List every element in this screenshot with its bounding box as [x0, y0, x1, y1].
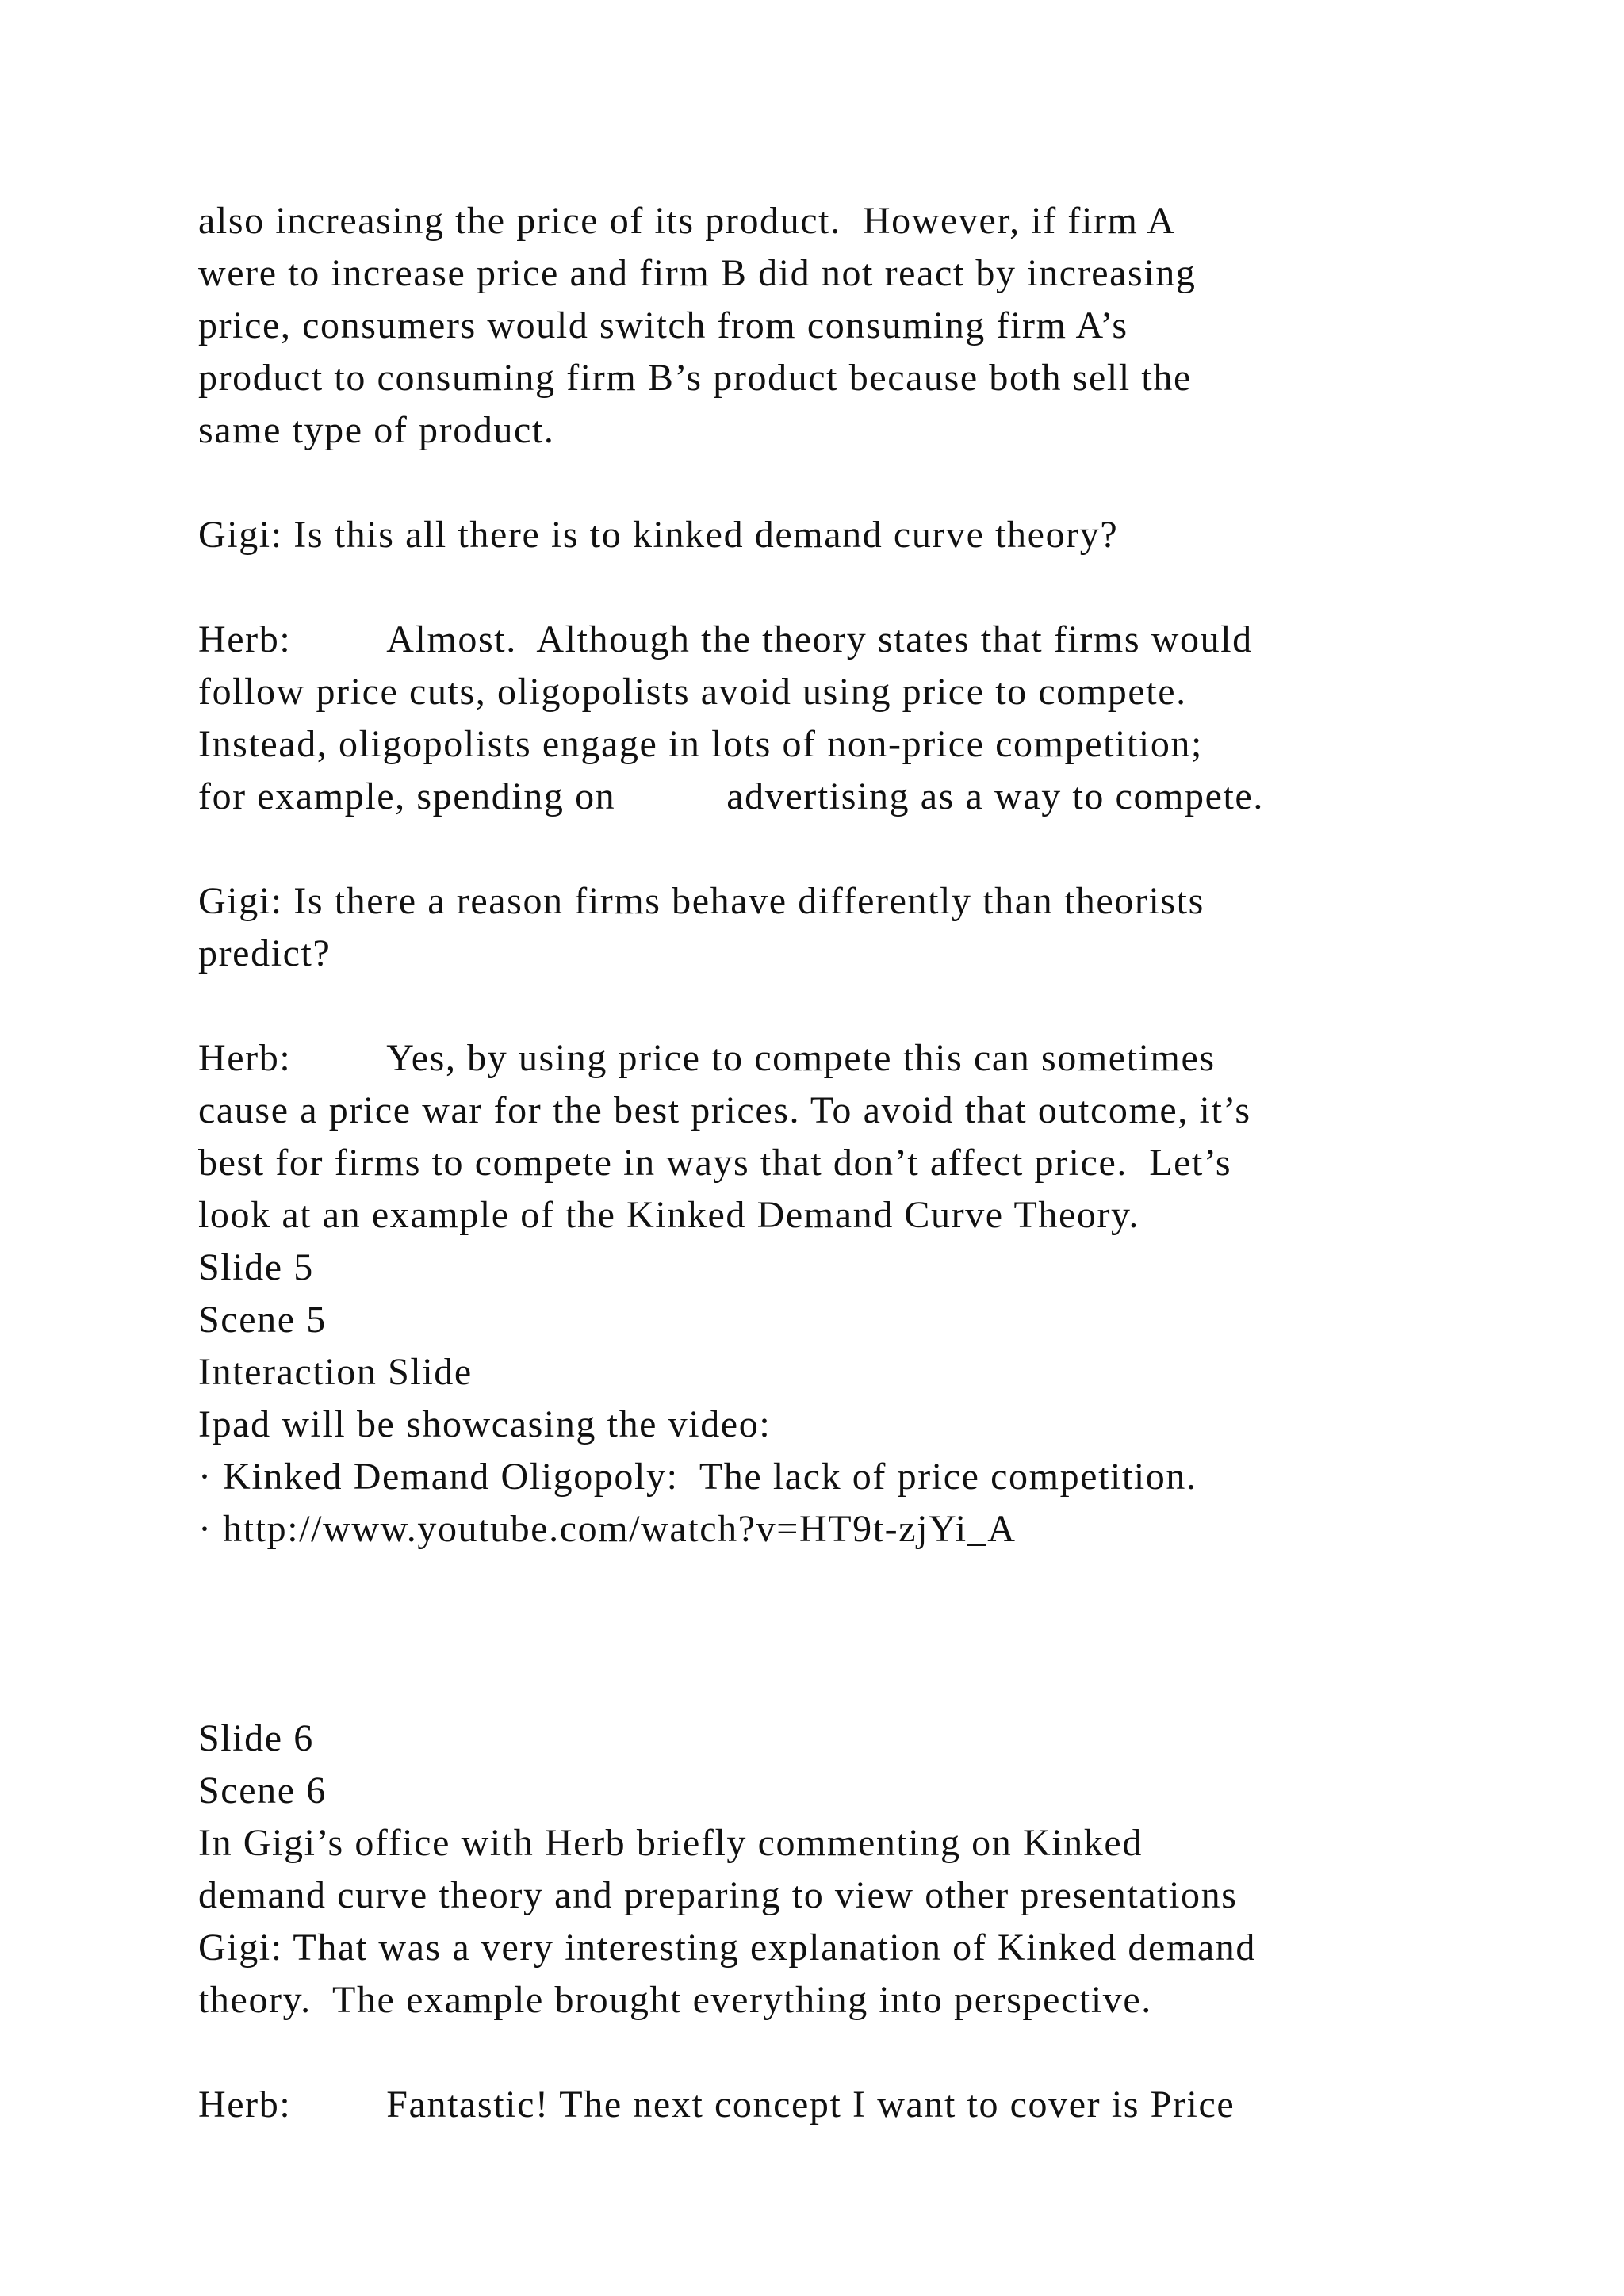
dialogue-text: Fantastic! The next concept I want to cover is Price [386, 2084, 1235, 2126]
slide-type: Interaction Slide [198, 1351, 473, 1393]
dialogue-text: advertising as a way to compete. [726, 775, 1264, 817]
paragraph-line: were to increase price and firm B did not react by increasing [198, 252, 1197, 294]
blank-line [198, 2026, 1562, 2079]
speaker-label: Herb: [198, 1037, 292, 1079]
dialogue-line: Instead, oligopolists engage in lots of non-price competition; [198, 723, 1203, 765]
dialogue-gigi: Gigi: Is this all there is to kinked demand curve theory? [198, 514, 1119, 556]
blank-line [198, 823, 1562, 875]
bullet-link[interactable]: · http://www.youtube.com/watch?v=HT9t-zjYi_A [198, 1508, 1017, 1550]
dialogue-line: follow price cuts, oligopolists avoid using price to compete. [198, 671, 1187, 713]
slide-label: Slide 5 [198, 1246, 314, 1288]
blank-line [198, 1660, 1562, 1712]
dialogue-line: predict? [198, 932, 331, 974]
document-body [198, 195, 1562, 2131]
dialogue-gigi: Gigi: Is there a reason firms behave differently than theorists [198, 880, 1205, 922]
blank-line [198, 561, 1562, 614]
paragraph-line: same type of product. [198, 409, 555, 451]
speaker-label: Herb: [198, 2084, 292, 2126]
dialogue-herb [198, 614, 1562, 666]
scene-label: Scene 5 [198, 1299, 327, 1341]
dialogue-line [198, 771, 1562, 823]
blank-lines [198, 1556, 1562, 1660]
dialogue-gigi: Gigi: That was a very interesting explanation of Kinked demand [198, 1927, 1256, 1969]
dialogue-herb [198, 1032, 1562, 1085]
dialogue-line: look at an example of the Kinked Demand Curve Theory. [198, 1194, 1140, 1236]
dialogue-text: for example, spending on [198, 775, 616, 817]
slide-intro: Ipad will be showcasing the video: [198, 1403, 772, 1445]
dialogue-line: theory. The example brought everything into perspective. [198, 1979, 1152, 2021]
scene-label: Scene 6 [198, 1770, 327, 1812]
blank-line [198, 980, 1562, 1032]
paragraph-line: price, consumers would switch from consuming firm A’s [198, 304, 1128, 346]
slide-label: Slide 6 [198, 1717, 314, 1759]
dialogue-line: cause a price war for the best prices. To avoid that outcome, it’s [198, 1089, 1251, 1131]
bullet-item: · Kinked Demand Oligopoly: The lack of price competition. [198, 1456, 1197, 1498]
speaker-label: Herb: [198, 618, 292, 660]
blank-line [198, 457, 1562, 509]
dialogue-text: Almost. Although the theory states that firms would [386, 618, 1253, 660]
paragraph-line: product to consuming firm B’s product because both sell the [198, 357, 1192, 399]
paragraph-line: also increasing the price of its product. However, if firm A [198, 200, 1176, 242]
dialogue-text: Yes, by using price to compete this can sometimes [386, 1037, 1216, 1079]
scene-description: demand curve theory and preparing to view other presentations [198, 1874, 1238, 1916]
dialogue-herb [198, 2079, 1562, 2131]
dialogue-line: best for firms to compete in ways that don’t affect price. Let’s [198, 1142, 1232, 1184]
scene-description: In Gigi’s office with Herb briefly commenting on Kinked [198, 1822, 1143, 1864]
